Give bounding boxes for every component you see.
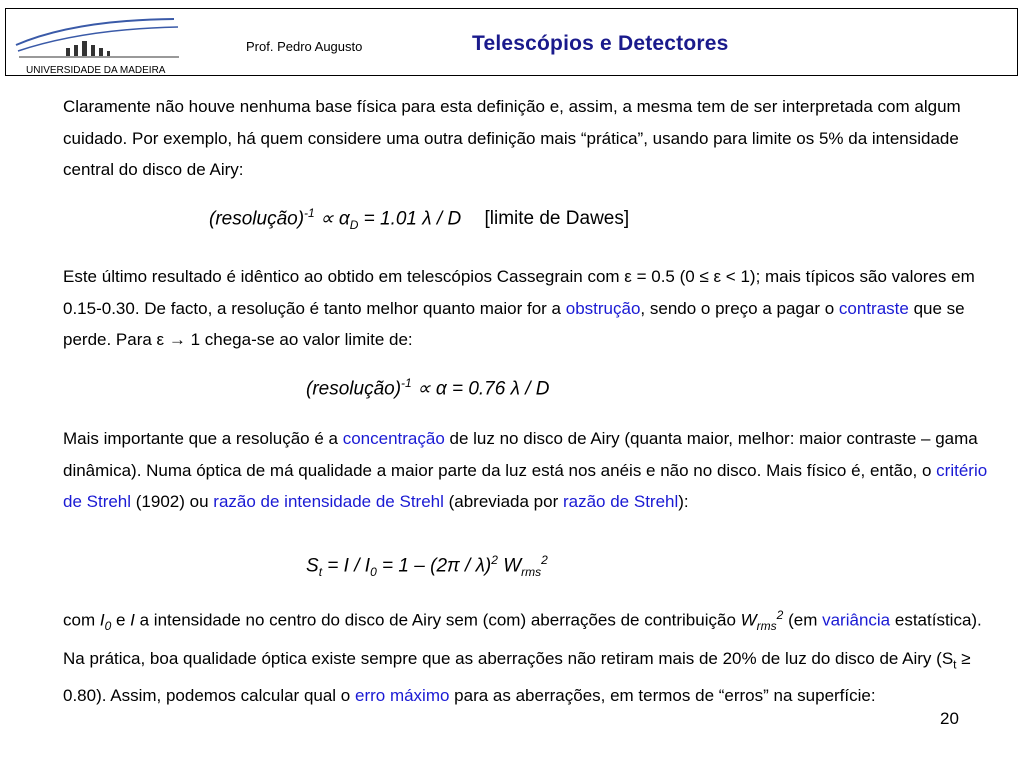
link-obstrucao[interactable]: obstrução xyxy=(565,298,641,318)
p4-text-c: a intensidade no centro do disco de Airy sem (com) aberrações de contribuição xyxy=(134,610,741,630)
link-erro-maximo[interactable]: erro máximo xyxy=(354,686,450,706)
p4-w-sup: 2 xyxy=(776,608,784,622)
paragraph-1: Claramente não houve nenhuma base física para esta definição e, assim, a mesma tem de ser interpretada com algum cuidado. Por exemplo, há quem considere uma outra definição mais “prática”, usando para limite os 5% da intensidade central do disco de Airy: xyxy=(63,97,961,179)
author-name: Prof. Pedro Augusto xyxy=(246,39,363,54)
formula-strehl-sup2: 2 xyxy=(541,553,548,567)
formula-limit-rhs: ∝ α = 0.76 λ / D xyxy=(411,378,550,400)
p2-text-b: , sendo o preço a pagar o xyxy=(640,298,839,318)
formula-limit xyxy=(306,376,550,400)
p4-text-d: (em xyxy=(783,610,823,630)
formula-strehl-sup1: 2 xyxy=(491,553,498,567)
link-razao-strehl[interactable]: razão de Strehl xyxy=(562,492,679,511)
link-razao-intensidade-strehl[interactable]: razão de intensidade de Strehl xyxy=(213,492,444,511)
p3-text-d: (abreviada por xyxy=(443,492,563,511)
formula-strehl-b: = 1 – (2π / λ) xyxy=(376,555,492,577)
slide-header xyxy=(5,8,1018,76)
p4-text-a: com xyxy=(63,610,100,630)
paragraph-3 xyxy=(63,423,988,518)
p4-i0: I xyxy=(99,610,105,630)
formula-strehl-i-sub: 0 xyxy=(370,565,377,580)
p4-text-f: ≥ 0.80). Assim, podemos calcular qual o xyxy=(63,648,971,706)
formula-dawes-sub: D xyxy=(349,218,359,233)
p4-text-g: para as aberrações, em termos de “erros” na superfície: xyxy=(449,686,876,706)
formula-dawes xyxy=(209,206,629,232)
page-number: 20 xyxy=(940,709,959,728)
formula-strehl-w-sub: rms xyxy=(521,565,542,580)
link-criterio-strehl[interactable]: critério de Strehl xyxy=(63,460,988,511)
p4-text-e: estatística). Na prática, boa qualidade óptica existe sempre que as aberrações não retiram mais de 20% de luz do disco de Airy (S xyxy=(63,610,982,668)
p3-text-b: de luz no disco de Airy (quanta maior, melhor: maior contraste – gama dinâmica). Numa óptica de má qualidade a maior parte da luz está nos anéis e não no disco. Mais físico é, então, o xyxy=(63,429,978,480)
p4-text-b: e xyxy=(111,610,131,630)
slide-title: Telescópios e Detectores xyxy=(472,32,729,55)
formula-strehl-a: = I / I xyxy=(322,555,371,577)
paragraph-2 xyxy=(63,261,988,356)
p4-w: W xyxy=(740,610,757,630)
p4-i: I xyxy=(130,610,135,630)
link-variancia[interactable]: variância xyxy=(822,610,891,630)
formula-limit-lhs: (resolução) xyxy=(306,378,402,400)
formula-dawes-rhs: = 1.01 λ / D xyxy=(358,208,462,230)
formula-dawes-exp: -1 xyxy=(304,206,315,220)
p3-text-c: (1902) ou xyxy=(131,492,214,511)
p3-text-a: Mais importante que a resolução é a xyxy=(63,429,343,448)
formula-dawes-alpha: ∝ α xyxy=(314,208,350,230)
p3-text-e: ): xyxy=(678,492,689,511)
p4-st-sub: t xyxy=(953,656,957,671)
p4-i0-sub: 0 xyxy=(104,619,112,634)
formula-strehl-s: S xyxy=(306,555,319,577)
link-concentracao[interactable]: concentração xyxy=(342,429,445,448)
p4-w-sub: rms xyxy=(756,619,777,634)
formula-strehl-c: W xyxy=(497,555,522,577)
university-logo-icon xyxy=(14,15,184,65)
formula-dawes-note: [limite de Dawes] xyxy=(484,208,630,230)
formula-strehl-s-sub: t xyxy=(318,565,323,580)
formula-limit-exp: -1 xyxy=(401,376,412,390)
formula-dawes-lhs: (resolução) xyxy=(209,208,305,230)
p2-text-a: Este último resultado é idêntico ao obtido em telescópios Cassegrain com ε = 0.5 (0 ≤ ε < 1); mais típicos são valores em 0.15-0.30. De facto, a resolução é tanto melhor quanto maior for a xyxy=(63,267,975,318)
p2-text-c: que se perde. Para ε → 1 chega-se ao valor limite de: xyxy=(63,298,965,349)
formula-strehl xyxy=(306,553,548,579)
paragraph-4 xyxy=(63,600,988,712)
university-logo xyxy=(14,15,184,77)
logo-caption: UNIVERSIDADE DA MADEIRA xyxy=(26,65,166,76)
link-contraste[interactable]: contraste xyxy=(838,298,909,318)
